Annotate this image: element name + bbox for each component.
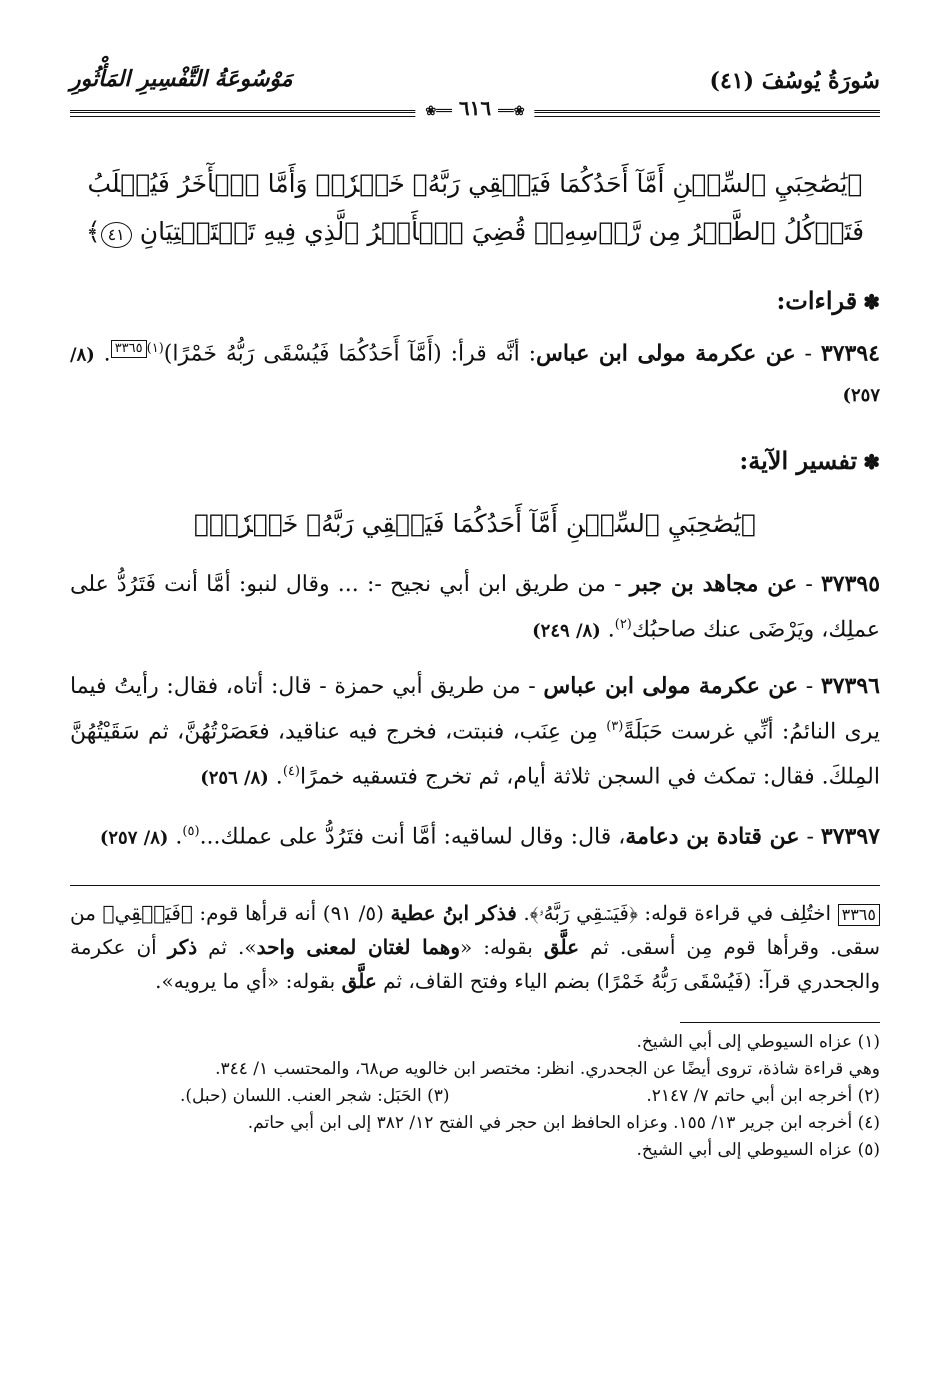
qiraat-heading-text: قراءات:	[776, 286, 858, 315]
entry-text: - من طريق أبي حمزة - قال: أتاه، فقال: رأيتُ فيما يرى النائمُ: أنِّي غرست حَبَلَةً	[70, 673, 881, 744]
ornament-icon: ══❀	[425, 104, 452, 119]
qiraat-entry: ٣٧٣٩٤ - عن عكرمة مولى ابن عباس: أنَّه قرأ: (أَمَّآ أَحَدُكُمَا فَيُسْقَى رَبُّهُ خَمْرًا)$^{(١)}$٣٣٦٥. (٨/ ٢٥٧)	[70, 340, 880, 407]
footnote-marker: (١)	[146, 341, 164, 356]
footnote-marker: (٥)	[182, 824, 200, 840]
ornament-icon: ❀══	[498, 104, 525, 119]
entry-text: ، قال: وقال لساقيه: أمَّا أنت فتَرُدُّ على عملك...	[199, 824, 626, 850]
note-box: ٣٣٦٥	[111, 340, 147, 358]
note-text: بقوله: «	[460, 934, 544, 959]
footnote-1: (١) عزاه السيوطي إلى أبي الشيخ.	[636, 1031, 880, 1052]
tafsir-entry: ٣٧٣٩٧ - عن قتادة بن دعامة، قال: وقال لساقيه: أمَّا أنت فتَرُدُّ على عملك...$^{(٥)}$. (٨/ ٢٥٧)	[99, 823, 880, 850]
note-text: (٥/ ٩١) أنه قرأها قوم: ﴿فَيَسۡقِي﴾ من سقى. وقرأها قوم مِن أسقى. ثم	[70, 900, 880, 959]
source-reference: (٨/ ٢٥٦)	[200, 767, 269, 789]
narrator: عن عكرمة مولى ابن عباس	[543, 672, 799, 699]
qiraat-heading	[70, 286, 880, 315]
note-text: بقوله: «أي ما يرويه».	[155, 968, 342, 993]
source-reference: (٨/ ٢٥٧)	[99, 827, 169, 849]
flower-icon: ✽	[863, 450, 880, 475]
entry-number: ٣٧٣٩٧	[820, 823, 880, 850]
footnote-4: (٤) أخرجه ابن جرير ١٣/ ١٥٥. وعزاه الحافظ ابن حجر في الفتح ١٢/ ٣٨٢ إلى ابن أبي حاتم.	[247, 1112, 880, 1133]
entry-text: - من طريق ابن أبي نجيح -: ... وقال لنبو: أمَّا أنت فَتَرُدُّ على عملِك، ويَرْضَى عنك صاحبُك	[70, 572, 880, 643]
note-text: أن عكرمة والجحدري قرآ: (فَيُسْقَى رَبُّهُ خَمْرًا) بضم الياء وفتح القاف، ثم	[70, 934, 880, 993]
quran-verse	[70, 160, 880, 256]
tafsir-heading-text: تفسير الآية:	[739, 446, 858, 476]
verse-line-1: ﴿يَٰصَٰحِبَيِ ٱلسِّجۡنِ أَمَّآ أَحَدُكُمَا فَيَسۡقِي رَبَّهُۥ خَمۡرٗاۖ وَأَمَّا ٱلۡأٓخَرُ فَيُصۡلَبُ	[87, 169, 863, 198]
note-separator	[70, 885, 880, 886]
narrator: عن قتادة بن دعامة	[625, 823, 800, 850]
footnotes-separator	[680, 1022, 880, 1023]
tafsir-heading	[70, 446, 880, 475]
page-number: ٦١٦	[458, 96, 492, 120]
verse-excerpt: ﴿يَٰصَٰحِبَيِ ٱلسِّجۡنِ أَمَّآ أَحَدُكُمَا فَيَسۡقِي رَبَّهُۥ خَمۡرٗاۖ﴾	[194, 509, 756, 539]
footnote-marker: (٤)	[282, 763, 300, 779]
narrator: عن عكرمة مولى ابن عباس	[536, 340, 796, 367]
page	[70, 60, 880, 1164]
commentary-note	[70, 896, 880, 998]
surah-name: سُورَةُ يُوسُفَ	[761, 68, 880, 94]
narrator: عن مجاهد بن جبر	[629, 571, 798, 598]
page-number-badge	[415, 96, 534, 120]
entry-number: ٣٧٣٩٤	[820, 340, 880, 367]
footnotes	[70, 1029, 880, 1164]
entry-text: : أنَّه قرأ: (أَمَّآ أَحَدُكُمَا فَيُسْقَى رَبُّهُ خَمْرًا)	[163, 341, 536, 367]
entry-number: ٣٧٣٩٦	[820, 672, 880, 699]
verse-line-2-text: فَتَأۡكُلُ ٱلطَّيۡرُ مِن رَّأۡسِهِۦۚ قُضِيَ ٱلۡأَمۡرُ ٱلَّذِي فِيهِ تَسۡتَفۡتِيَانِ	[139, 217, 865, 246]
note-bold: فذكر ابنُ عطية	[390, 900, 517, 925]
page-header	[70, 60, 880, 130]
verse-number: ٤١	[101, 222, 132, 248]
footnote-marker: (٢)	[614, 617, 632, 633]
footnote-5: (٥) عزاه السيوطي إلى أبي الشيخ.	[636, 1139, 880, 1160]
footnote-2: (٢) أخرجه ابن أبي حاتم ٧/ ٢١٤٧.	[646, 1085, 880, 1106]
note-box: ٣٣٦٥	[838, 904, 880, 926]
footnote-row	[180, 1083, 880, 1110]
verse-close-bracket: ﴾	[85, 217, 101, 246]
surah-title	[710, 68, 880, 94]
source-reference: (٨/ ٢٥٧)	[70, 344, 880, 407]
source-reference: (٨/ ٢٤٩)	[532, 620, 601, 642]
footnote-marker: (٣)	[606, 718, 624, 734]
verse-line-2	[70, 208, 880, 256]
note-bold: وهما لغتان لمعنى واحد	[256, 934, 460, 959]
entry-number: ٣٧٣٩٥	[820, 571, 881, 598]
verse-reference: (٤١)	[709, 68, 755, 94]
entry-text-continued: مِن عِنَب، فنبتت، فخرج فيه عناقيد، فعَصَرْتُهُنَّ، ثم سَقَيْتُهُنَّ المِلكَ. فقال: تمكث في السجن ثلاثة أيام، ثم تخرج فتسقيه خمرًا	[70, 718, 880, 790]
footnote-3: (٣) الحَبَل: شجر العنب. اللسان (حبل).	[180, 1085, 450, 1106]
book-title: مَوْسُوعَةُ التَّفْسِيرِ المَأْثُورِ	[70, 66, 293, 92]
note-bold: ذكر	[167, 934, 198, 959]
note-text: ». ثم	[197, 934, 257, 959]
note-bold: علَّق	[543, 934, 580, 959]
footnote-1-continued: وهي قراءة شاذة، تروى أيضًا عن الجحدري. انظر: مختصر ابن خالويه ص٦٨، والمحتسب ١/ ٣٤٤.	[215, 1058, 880, 1079]
tafsir-entry: ٣٧٣٩٦ - عن عكرمة مولى ابن عباس - من طريق أبي حمزة - قال: أتاه، فقال: رأيتُ فيما يرى النائمُ: أنِّي غرست حَبَلَةً$^{(٣)}$ مِن عِنَب، فنبتت، فخرج فيه عناقيد، فعَصَرْتُهُنَّ، ثم سَقَيْتُهُنَّ المِلكَ. فقال: تمكث في السجن ثلاثة أيام، ثم تخرج فتسقيه خمرًا$^{(٤)}$. (٨/ ٢٥٦)	[70, 672, 881, 790]
flower-icon: ✽	[863, 290, 880, 314]
tafsir-entry: ٣٧٣٩٥ - عن مجاهد بن جبر - من طريق ابن أبي نجيح -: ... وقال لنبو: أمَّا أنت فَتَرُدُّ على عملِك، ويَرْضَى عنك صاحبُك$^{(٢)}$. (٨/ ٢٤٩)	[70, 571, 881, 643]
note-text: اختُلِف في قراءة قوله: ﴿فَيَسۡقِي رَبَّهُۥ﴾.	[516, 900, 832, 925]
note-bold: علَّق	[341, 968, 377, 993]
